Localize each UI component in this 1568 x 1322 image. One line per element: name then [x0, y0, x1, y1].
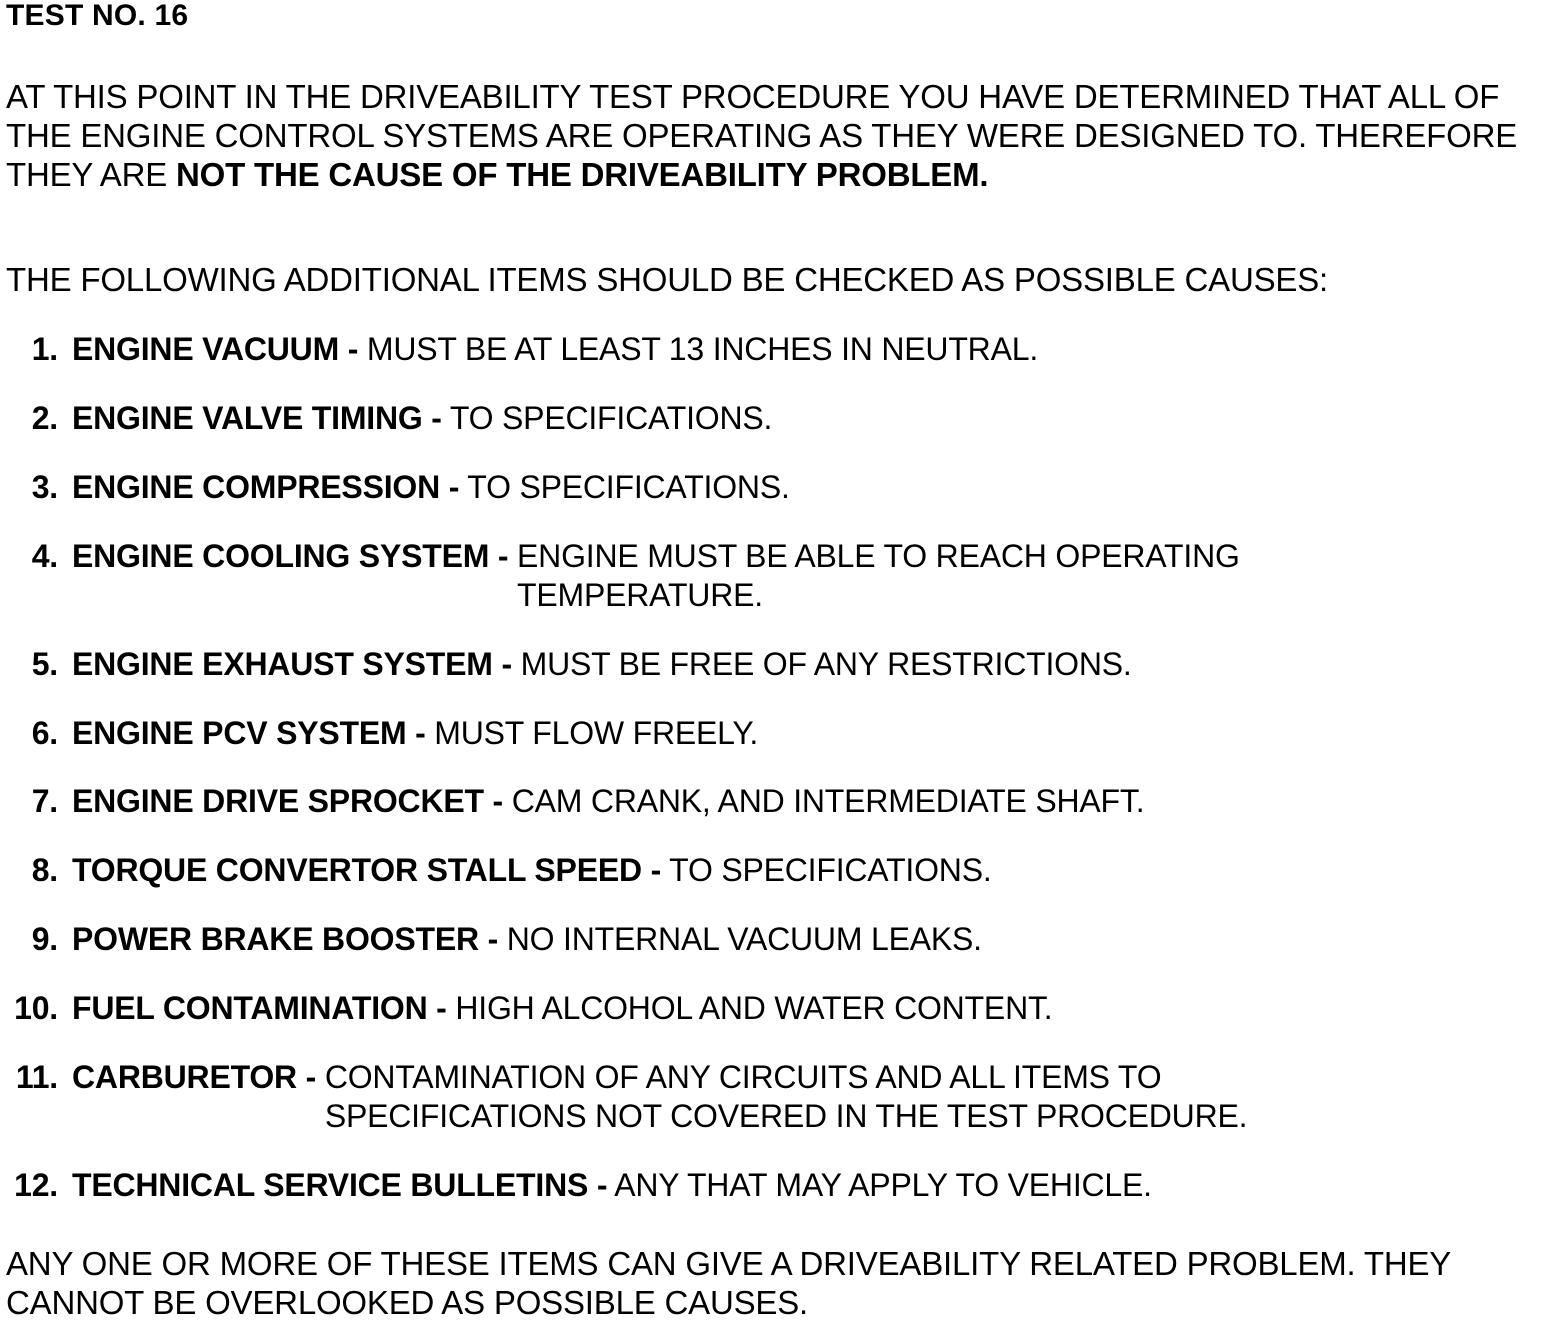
item-label: ENGINE DRIVE SPROCKET -: [72, 783, 504, 819]
item-number: 6.: [31, 715, 58, 751]
item-label: CARBURETOR -: [72, 1059, 317, 1095]
item-label: ENGINE COOLING SYSTEM -: [72, 538, 509, 574]
item-number: 1.: [31, 331, 58, 367]
item-number: 10.: [14, 990, 58, 1026]
item-body: [72, 537, 1357, 615]
item-label: TORQUE CONVERTOR STALL SPEED -: [72, 852, 662, 888]
item-description: TO SPECIFICATIONS.: [669, 852, 992, 888]
intro-emphasis: NOT THE CAUSE OF THE DRIVEABILITY PROBLEM.: [175, 156, 989, 193]
item-description: CONTAMINATION OF ANY CIRCUITS AND ALL ITEMS TO SPECIFICATIONS NOT COVERED IN THE TEST PROCEDURE.: [324, 1059, 1248, 1134]
item-body: [72, 645, 1132, 684]
item-description: TO SPECIFICATIONS.: [449, 400, 773, 436]
intro-text: AT THIS POINT IN THE DRIVEABILITY TEST PROCEDURE YOU HAVE DETERMINED THAT ALL OF THE ENGINE CONTROL SYSTEMS ARE OPERATING AS THEY WERE DESIGNED TO. THEREFORE THEY ARE: [6, 78, 1518, 193]
item-number: 2.: [31, 400, 58, 436]
item-number: 3.: [31, 469, 58, 505]
item-body: [72, 399, 772, 438]
item-body: [72, 989, 1052, 1028]
item-number: 5.: [31, 646, 58, 682]
item-number: 11.: [15, 1059, 58, 1095]
lead-paragraph: THE FOLLOWING ADDITIONAL ITEMS SHOULD BE CHECKED AS POSSIBLE CAUSES:: [6, 261, 1328, 298]
item-number: 9.: [31, 921, 58, 957]
item-body: [72, 1166, 1152, 1205]
item-number: 8.: [31, 852, 58, 888]
item-description: MUST BE AT LEAST 13 INCHES IN NEUTRAL.: [366, 331, 1039, 367]
item-body: [72, 468, 790, 507]
item-body: [72, 920, 982, 959]
item-description: MUST BE FREE OF ANY RESTRICTIONS.: [520, 646, 1132, 682]
item-label: ENGINE COMPRESSION -: [72, 469, 460, 505]
item-number: 4.: [31, 538, 58, 574]
item-body: [72, 782, 1144, 821]
item-description: CAM CRANK, AND INTERMEDIATE SHAFT.: [511, 783, 1145, 819]
closing-paragraph: ANY ONE OR MORE OF THESE ITEMS CAN GIVE A DRIVEABILITY RELATED PROBLEM. THEY CANNOT BE OVERLOOKED AS POSSIBLE CAUSES.: [6, 1245, 1451, 1321]
item-label: ENGINE VACUUM -: [72, 331, 359, 367]
item-number: 7.: [31, 783, 58, 819]
item-label: ENGINE PCV SYSTEM -: [72, 715, 426, 751]
item-description: ANY THAT MAY APPLY TO VEHICLE.: [614, 1167, 1152, 1203]
item-body: [72, 1058, 1385, 1136]
item-description: NO INTERNAL VACUUM LEAKS.: [506, 921, 982, 957]
item-label: TECHNICAL SERVICE BULLETINS -: [72, 1167, 608, 1203]
item-body: [72, 714, 758, 753]
item-label: ENGINE VALVE TIMING -: [72, 400, 442, 436]
item-description: TO SPECIFICATIONS.: [467, 469, 790, 505]
item-label: POWER BRAKE BOOSTER -: [72, 921, 499, 957]
item-body: [72, 330, 1038, 369]
item-label: FUEL CONTAMINATION -: [72, 990, 447, 1026]
item-description: MUST FLOW FREELY.: [434, 715, 759, 751]
item-body: [72, 851, 992, 890]
item-description: HIGH ALCOHOL AND WATER CONTENT.: [455, 990, 1053, 1026]
item-number: 12.: [14, 1167, 58, 1203]
item-description: ENGINE MUST BE ABLE TO REACH OPERATING TEMPERATURE.: [517, 538, 1240, 613]
item-label: ENGINE EXHAUST SYSTEM -: [72, 646, 512, 682]
test-title: TEST NO. 16: [6, 0, 189, 32]
